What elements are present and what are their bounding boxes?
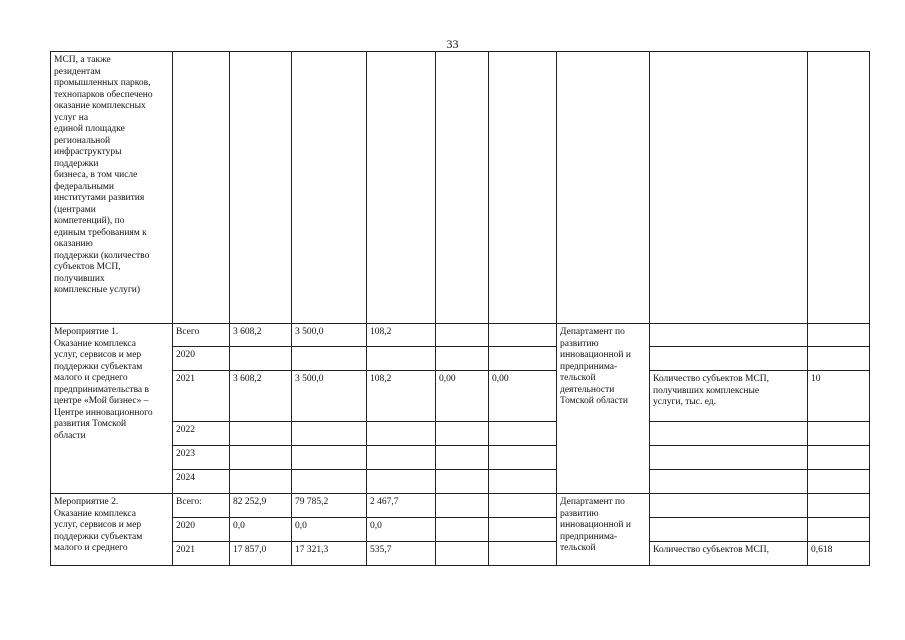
activity1-row-2024 [51, 470, 870, 494]
total-cell: 17 857,0 [230, 542, 292, 566]
federal-cell: 0,0 [292, 518, 367, 542]
local-cell [436, 446, 489, 470]
regional-cell: 108,2 [367, 324, 436, 347]
regional-cell [367, 470, 436, 494]
empty-cell [367, 52, 436, 324]
indicator-cell [650, 324, 808, 347]
year-cell: 2024 [173, 470, 230, 494]
activity2-name-cell: Мероприятие 2. Оказание комплекса услуг, сервисов и мер поддержки субъектам малого и среднего [51, 494, 173, 566]
empty-cell [557, 52, 650, 324]
intro-name-cell: МСП, а также резидентам промышленных парков, технопарков обеспечено оказание комплексных услуг на единой площадке региональной инфраструктуры поддержки бизнеса, в том числе федеральными институтами развития (центрами компетенций), по единым требованиям к оказанию поддержки (количество субъектов МСП, получивших комплексные услуги) [51, 52, 173, 324]
year-cell: 2022 [173, 422, 230, 446]
federal-cell: 79 785,2 [292, 494, 367, 518]
value-cell [808, 422, 870, 446]
local-cell: 0,00 [436, 371, 489, 422]
year-cell: Всего [173, 324, 230, 347]
activity2-row-2021 [51, 542, 870, 566]
value-cell [808, 324, 870, 347]
total-cell: 82 252,9 [230, 494, 292, 518]
local-cell [436, 470, 489, 494]
value-cell [808, 470, 870, 494]
year-cell: 2021 [173, 371, 230, 422]
value-cell [808, 446, 870, 470]
federal-cell [292, 347, 367, 371]
other-cell: 0,00 [489, 371, 557, 422]
indicator-cell: Количество субъектов МСП, [650, 542, 808, 566]
other-cell [489, 470, 557, 494]
activity2-row-2020 [51, 518, 870, 542]
activity1-row-2023 [51, 446, 870, 470]
federal-cell [292, 470, 367, 494]
other-cell [489, 518, 557, 542]
federal-cell [292, 446, 367, 470]
regional-cell: 535,7 [367, 542, 436, 566]
program-table [50, 51, 870, 566]
indicator-cell [650, 446, 808, 470]
empty-cell [436, 52, 489, 324]
empty-cell [230, 52, 292, 324]
local-cell [436, 324, 489, 347]
value-cell [808, 494, 870, 518]
indicator-cell [650, 470, 808, 494]
other-cell [489, 324, 557, 347]
empty-cell [650, 52, 808, 324]
total-cell: 0,0 [230, 518, 292, 542]
year-cell: 2023 [173, 446, 230, 470]
activity1-name-cell: Мероприятие 1. Оказание комплекса услуг, сервисов и мер поддержки субъектам малого и среднего предпринимательства в центре «Мой бизнес» – Центре инновационного развития Томской области [51, 324, 173, 494]
local-cell [436, 347, 489, 371]
value-cell: 0,618 [808, 542, 870, 566]
local-cell [436, 422, 489, 446]
indicator-cell: Количество субъектов МСП, получивших комплексные услуги, тыс. ед. [650, 371, 808, 422]
regional-cell: 0,0 [367, 518, 436, 542]
total-cell [230, 347, 292, 371]
indicator-cell [650, 518, 808, 542]
regional-cell [367, 446, 436, 470]
year-cell: 2021 [173, 542, 230, 566]
other-cell [489, 494, 557, 518]
intro-row [51, 52, 870, 324]
indicator-cell [650, 494, 808, 518]
total-cell: 3 608,2 [230, 324, 292, 347]
other-cell [489, 422, 557, 446]
activity2-row-total [51, 494, 870, 518]
total-cell [230, 470, 292, 494]
total-cell: 3 608,2 [230, 371, 292, 422]
indicator-cell [650, 422, 808, 446]
empty-cell [808, 52, 870, 324]
federal-cell [292, 422, 367, 446]
activity1-row-2020 [51, 347, 870, 371]
regional-cell: 2 467,7 [367, 494, 436, 518]
regional-cell [367, 347, 436, 371]
activity1-row-2022 [51, 422, 870, 446]
value-cell: 10 [808, 371, 870, 422]
regional-cell [367, 422, 436, 446]
value-cell [808, 518, 870, 542]
activity1-row-total [51, 324, 870, 347]
other-cell [489, 446, 557, 470]
year-cell: 2020 [173, 347, 230, 371]
federal-cell: 3 500,0 [292, 324, 367, 347]
page-number: 33 [446, 37, 459, 51]
activity1-row-2021 [51, 371, 870, 422]
empty-cell [173, 52, 230, 324]
year-cell: 2020 [173, 518, 230, 542]
value-cell [808, 347, 870, 371]
activity1-department-cell: Департамент по развитию инновационной и предпринима- тельской деятельности Томской области [557, 324, 650, 494]
total-cell [230, 422, 292, 446]
activity2-department-cell: Департамент по развитию инновационной и предпринима- тельской [557, 494, 650, 566]
other-cell [489, 542, 557, 566]
regional-cell: 108,2 [367, 371, 436, 422]
total-cell [230, 446, 292, 470]
year-cell: Всего: [173, 494, 230, 518]
federal-cell: 3 500,0 [292, 371, 367, 422]
federal-cell: 17 321,3 [292, 542, 367, 566]
empty-cell [489, 52, 557, 324]
indicator-cell [650, 347, 808, 371]
empty-cell [292, 52, 367, 324]
local-cell [436, 494, 489, 518]
local-cell [436, 518, 489, 542]
local-cell [436, 542, 489, 566]
other-cell [489, 347, 557, 371]
